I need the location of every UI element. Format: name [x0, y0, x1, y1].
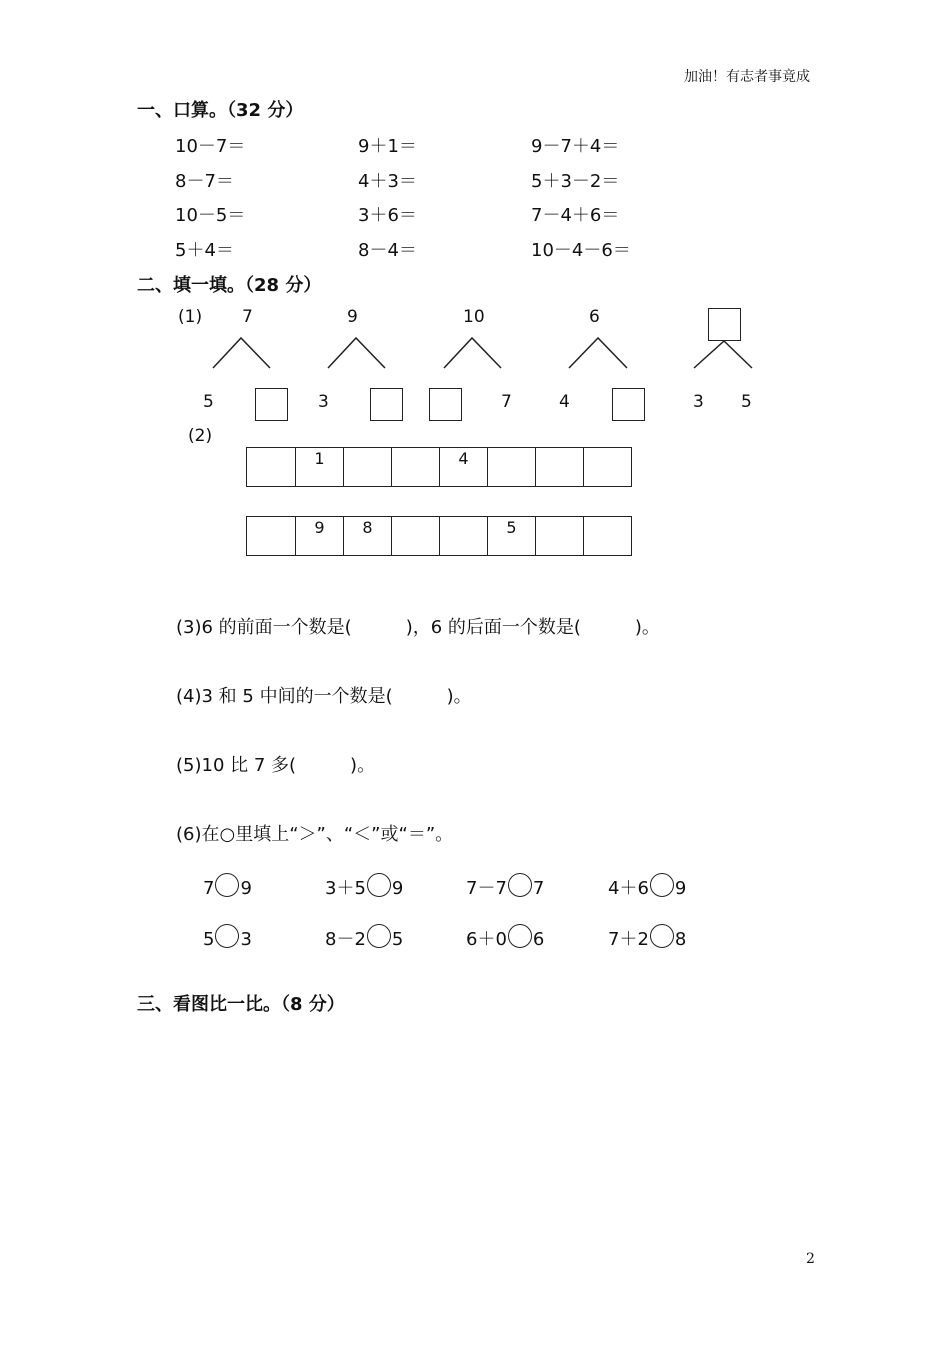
- part2-label: (2): [188, 426, 213, 446]
- compare-left: 4＋6: [608, 878, 649, 899]
- section1-title: 一、口算。（32 分）: [137, 100, 304, 121]
- section2-title: 二、填一填。（28 分）: [137, 275, 322, 296]
- compare-left: 7＋2: [608, 929, 649, 950]
- compare-left: 8－2: [325, 929, 366, 950]
- compare-item: [325, 924, 403, 951]
- bond-left: 5: [203, 392, 214, 412]
- problem: 10－4－6＝: [531, 240, 631, 261]
- part1-label: (1): [178, 307, 203, 327]
- problem: 8－4＝: [358, 240, 417, 261]
- answer-box[interactable]: [370, 388, 403, 421]
- compare-right: 6: [532, 929, 545, 950]
- problem: 9＋1＝: [358, 136, 417, 157]
- compare-left: 6＋0: [466, 929, 507, 950]
- compare-circle[interactable]: [367, 873, 391, 897]
- bond-right: 7: [501, 392, 512, 412]
- compare-right: 8: [674, 929, 687, 950]
- compare-item: [608, 873, 686, 900]
- compare-right: 3: [240, 929, 252, 950]
- strip-cell[interactable]: [583, 448, 631, 486]
- compare-left: 3＋5: [325, 878, 366, 899]
- problem: 8－7＝: [175, 171, 234, 192]
- compare-circle[interactable]: [215, 873, 239, 897]
- strip-cell[interactable]: [535, 448, 583, 486]
- problem: 10－5＝: [175, 205, 246, 226]
- problem: 5＋4＝: [175, 240, 234, 261]
- compare-left: 7: [203, 878, 215, 899]
- compare-right: 9: [391, 878, 404, 899]
- compare-right: 9: [674, 878, 687, 899]
- strip-cell[interactable]: [247, 448, 295, 486]
- strip-cell[interactable]: [391, 517, 439, 555]
- strip-cell[interactable]: [343, 448, 391, 486]
- bond-left: 4: [559, 392, 570, 412]
- compare-item: [608, 924, 686, 951]
- bond-top: 10: [463, 307, 485, 327]
- question-6: (6)在○里填上“＞”、“＜”或“＝”。: [176, 824, 454, 845]
- compare-circle[interactable]: [650, 873, 674, 897]
- problem: 4＋3＝: [358, 171, 417, 192]
- strip-cell[interactable]: 8: [343, 517, 391, 555]
- answer-box[interactable]: [255, 388, 288, 421]
- question-4: (4)3 和 5 中间的一个数是( )。: [176, 686, 472, 707]
- compare-right: 9: [240, 878, 252, 899]
- compare-circle[interactable]: [215, 924, 239, 948]
- page-number: 2: [806, 1251, 815, 1267]
- compare-right: 7: [532, 878, 545, 899]
- strip-cell[interactable]: [391, 448, 439, 486]
- problem: 7－4＋6＝: [531, 205, 620, 226]
- strip-cell[interactable]: 9: [295, 517, 343, 555]
- compare-item: [466, 924, 544, 951]
- answer-box[interactable]: [708, 308, 741, 341]
- problem: 3＋6＝: [358, 205, 417, 226]
- question-3: (3)6 的前面一个数是( )，6 的后面一个数是( )。: [176, 617, 660, 638]
- question-5: (5)10 比 7 多( )。: [176, 755, 376, 776]
- strip-cell[interactable]: [535, 517, 583, 555]
- compare-left: 7－7: [466, 878, 507, 899]
- bond-left: 3: [693, 392, 704, 412]
- compare-right: 5: [391, 929, 404, 950]
- header-motto: 加油！有志者事竟成: [684, 69, 810, 85]
- compare-circle[interactable]: [650, 924, 674, 948]
- problem: 10－7＝: [175, 136, 246, 157]
- compare-item: [325, 873, 403, 900]
- strip-cell[interactable]: 1: [295, 448, 343, 486]
- strip-cell[interactable]: [439, 517, 487, 555]
- compare-item: [203, 873, 252, 899]
- section3-title: 三、看图比一比。（8 分）: [137, 994, 345, 1015]
- compare-left: 5: [203, 929, 215, 950]
- bond-top: 7: [242, 307, 253, 327]
- compare-item: [203, 924, 252, 950]
- compare-circle[interactable]: [367, 924, 391, 948]
- compare-item: [466, 873, 544, 900]
- number-strip: [246, 447, 632, 487]
- compare-circle[interactable]: [508, 873, 532, 897]
- bond-top: 9: [347, 307, 358, 327]
- strip-cell[interactable]: [487, 448, 535, 486]
- problem: 9－7＋4＝: [531, 136, 620, 157]
- bond-right: 5: [741, 392, 752, 412]
- answer-box[interactable]: [612, 388, 645, 421]
- bond-top: 6: [589, 307, 600, 327]
- number-strip: [246, 516, 632, 556]
- bond-left: 3: [318, 392, 329, 412]
- compare-circle[interactable]: [508, 924, 532, 948]
- problem: 5＋3－2＝: [531, 171, 620, 192]
- answer-box[interactable]: [429, 388, 462, 421]
- strip-cell[interactable]: [247, 517, 295, 555]
- strip-cell[interactable]: [583, 517, 631, 555]
- strip-cell[interactable]: 5: [487, 517, 535, 555]
- number-bond-lines: [0, 0, 950, 500]
- strip-cell[interactable]: 4: [439, 448, 487, 486]
